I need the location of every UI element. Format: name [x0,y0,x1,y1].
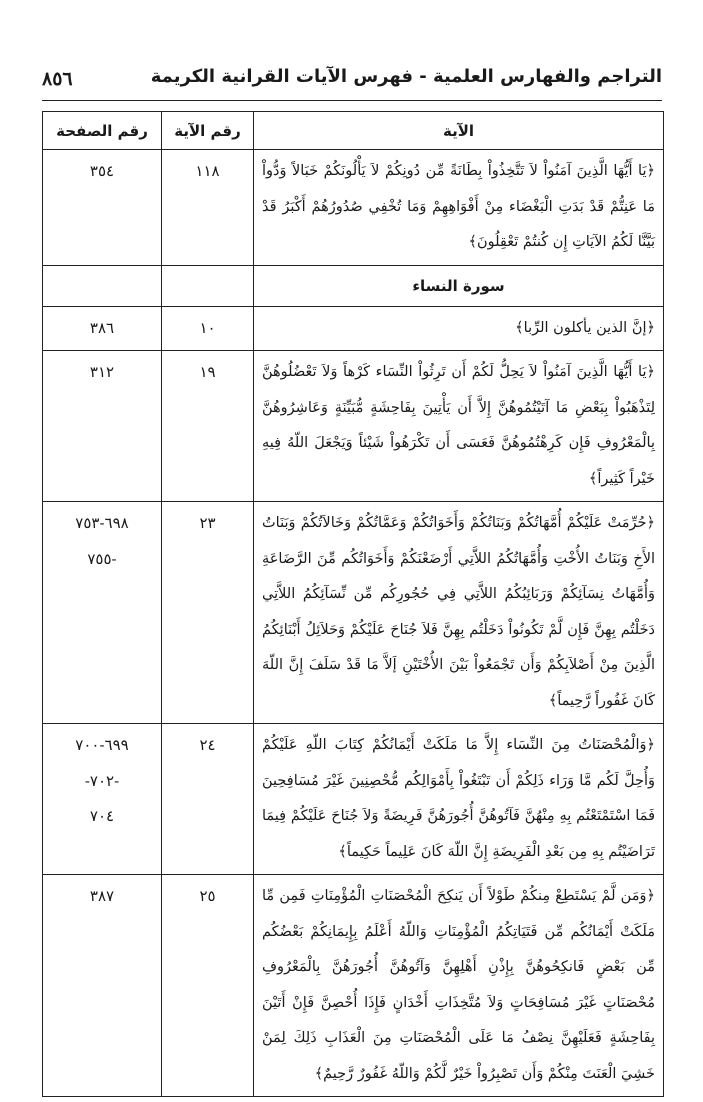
page-references [43,502,162,724]
table-row [43,724,664,875]
page-reference: ٦٩٨-٧٥٣ [75,514,129,532]
table-row [43,351,664,502]
page-references [43,724,162,875]
ayah-number: ١٠ [162,306,254,351]
ayah-text: ﴿يَا أَيُّهَا الَّذِينَ آمَنُواْ لاَ يَحِلُّ لَكُمْ أَن تَرِثُواْ النِّسَاء كَرْهاً وَلاَ تَعْضُلُوهُنَّ لِتَذْهَبُواْ بِبَعْضِ مَا آتَيْتُمُوهُنَّ إِلاَّ أَن يَأْتِينَ بِفَاحِشَةٍ مُّبَيِّنَةٍ وَعَاشِرُوهُنَّ بِالْمَعْرُوفِ فَإِن كَرِهْتُمُوهُنَّ فَعَسَى أَن تَكْرَهُواْ شَيْئاً وَيَجْعَلَ اللّهُ فِيهِ خَيْراً كَثِيراً﴾ [254,351,664,502]
empty-cell [43,265,162,306]
column-header-ayah: الآية [254,112,664,150]
header-rule [42,100,662,101]
page-number: ٨٥٦ [42,68,73,90]
ayah-number: ٢٤ [162,724,254,875]
surah-heading: سورة النساء [254,265,664,306]
ayah-text: ﴿وَالْمُحْصَنَاتُ مِنَ النِّسَاء إِلاَّ مَا مَلَكَتْ أَيْمَانُكُمْ كِتَابَ اللّهِ عَلَيْكُمْ وَأُحِلَّ لَكُم مَّا وَرَاء ذَلِكُمْ أَن تَبْتَغُواْ بِأَمْوَالِكُم مُّحْصِنِينَ غَيْرَ مُسَافِحِينَ فَمَا اسْتَمْتَعْتُم بِهِ مِنْهُنَّ فَآتُوهُنَّ أُجُورَهُنَّ فَرِيضَةً وَلاَ جُنَاحَ عَلَيْكُمْ فِيمَا تَرَاضَيْتُم بِهِ مِن بَعْدِ الْفَرِيضَةِ إِنَّ اللّهَ كَانَ عَلِيماً حَكِيماً﴾ [254,724,664,875]
page-reference: ٧٠٤ [89,807,115,825]
page-reference: ٦٩٩-٧٠٠ [75,736,129,754]
page-header [42,66,662,98]
page-references [43,351,162,502]
table-row [43,150,664,266]
table-row [43,875,664,1097]
ayah-number: ١١٨ [162,150,254,266]
ayah-index-table [42,111,664,1097]
page-references [43,306,162,351]
ayah-number: ٢٣ [162,502,254,724]
page-reference: ٣٨٦ [89,318,115,337]
page-reference: ٣٨٧ [89,887,115,905]
ayah-number: ٢٥ [162,875,254,1097]
table-header-row [43,112,664,150]
ayah-text: ﴿إنَّ الذين يأكلون الرِّبا﴾ [254,306,664,351]
column-header-page-number: رقم الصفحة [43,112,162,150]
table-row [43,502,664,724]
empty-cell [162,265,254,306]
ayah-text: ﴿وَمَن لَّمْ يَسْتَطِعْ مِنكُمْ طَوْلاً أَن يَنكِحَ الْمُحْصَنَاتِ الْمُؤْمِنَاتِ فَمِن مِّا مَلَكَتْ أَيْمَانُكُم مِّن فَتَيَاتِكُمُ الْمُؤْمِنَاتِ وَاللّهُ أَعْلَمُ بِإِيمَانِكُمْ بَعْضُكُم مِّن بَعْضٍ فَانكِحُوهُنَّ بِإِذْنِ أَهْلِهِنَّ وَآتُوهُنَّ أُجُورَهُنَّ بِالْمَعْرُوفِ مُحْصَنَاتٍ غَيْرَ مُسَافِحَاتٍ وَلاَ مُتَّخِذَاتِ أَخْدَانٍ فَإِذَا أُحْصِنَّ فَإِنْ أَتَيْنَ بِفَاحِشَةٍ فَعَلَيْهِنَّ نِصْفُ مَا عَلَى الْمُحْصَنَاتِ مِنَ الْعَذَابِ ذَلِكَ لِمَنْ خَشِيَ الْعَنَتَ مِنْكُمْ وَأَن تَصْبِرُواْ خَيْرٌ لَّكُمْ وَاللّهُ غَفُورٌ رَّحِيمٌ﴾ [254,875,664,1097]
page-reference: ٣١٢ [89,363,115,381]
ayah-text: ﴿حُرِّمَتْ عَلَيْكُمْ أُمَّهَاتُكُمْ وَبَنَاتُكُمْ وَأَخَوَاتُكُمْ وَعَمَّاتُكُمْ وَخَالاَتُكُمْ وَبَنَاتُ الأَخِ وَبَنَاتُ الأُخْتِ وَأُمَّهَاتُكُمُ اللاَّتِي أَرْضَعْنَكُمْ وَأَخَوَاتُكُم مِّنَ الرَّضَاعَةِ وَأُمَّهَاتُ نِسَآئِكُمْ وَرَبَائِبُكُمُ اللاَّتِي فِي حُجُورِكُم مِّن نِّسَآئِكُمُ اللاَّتِي دَخَلْتُم بِهِنَّ فَإِن لَّمْ تَكُونُواْ دَخَلْتُم بِهِنَّ فَلاَ جُنَاحَ عَلَيْكُمْ وَحَلاَئِلُ أَبْنَائِكُمُ الَّذِينَ مِنْ أَصْلاَبِكُمْ وَأَن تَجْمَعُواْ بَيْنَ الأُخْتَيْنِ إَلاَّ مَا قَدْ سَلَفَ إِنَّ اللّهَ كَانَ غَفُوراً رَّحِيماً﴾ [254,502,664,724]
page-reference: ٣٥٤ [89,162,115,180]
table-row [43,306,664,351]
running-title: التراجم والفهارس العلمية - فهرس الآيات القرانية الكريمة [150,66,662,87]
page-reference: -٧٥٥ [87,549,117,568]
ayah-number: ١٩ [162,351,254,502]
surah-heading-row [43,265,664,306]
ayah-text: ﴿يَا أَيُّهَا الَّذِينَ آمَنُواْ لاَ تَتَّخِذُواْ بِطَانَةً مِّن دُونِكُمْ لاَ يَأْلُونَكُمْ خَبَالاً وَدُّواْ مَا عَنِتُّمْ قَدْ بَدَتِ الْبَغْضَاء مِنْ أَفْوَاهِهِمْ وَمَا تُخْفِي صُدُورُهُمْ أَكْبَرُ قَدْ بَيَّنَّا لَكُمُ الآيَاتِ إِن كُنتُمْ تَعْقِلُونَ﴾ [254,150,664,266]
column-header-ayah-number: رقم الآية [162,112,254,150]
page-references [43,150,162,266]
page-reference: -٧٠٢- [84,771,120,790]
page-references [43,875,162,1097]
